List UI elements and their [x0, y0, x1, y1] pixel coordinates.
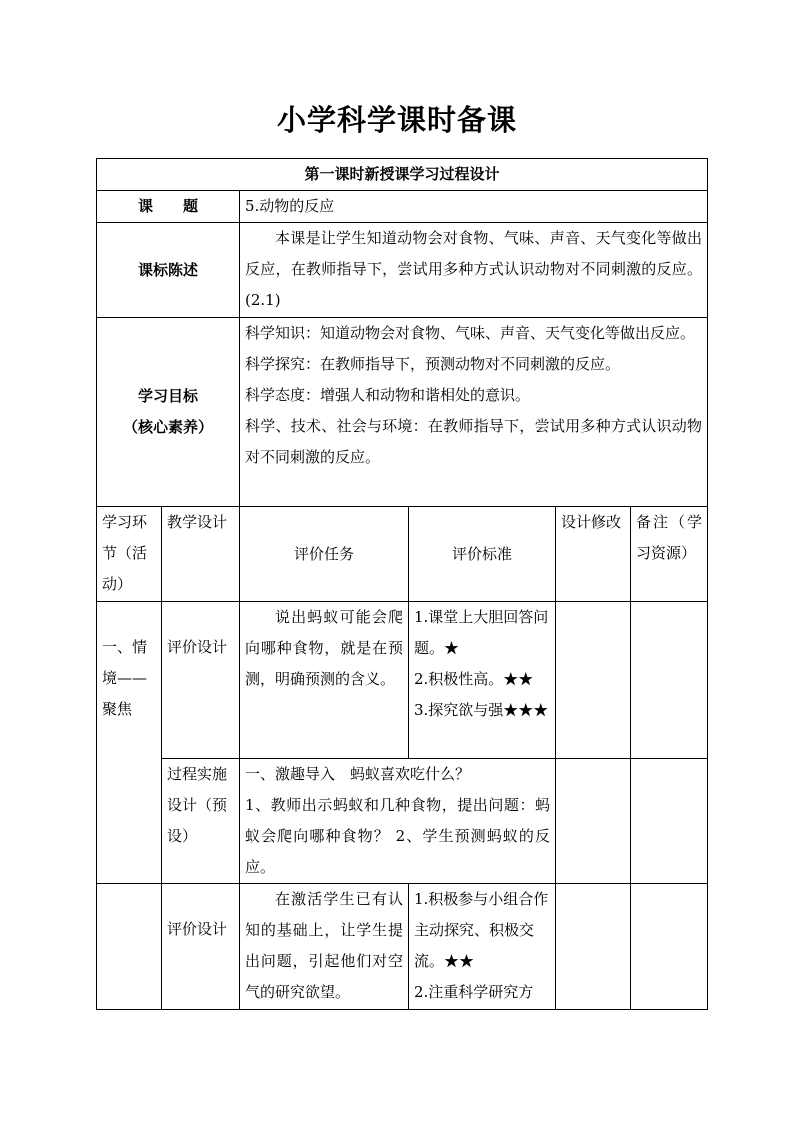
- process-line: 一、激趣导入 蚂蚁喜欢吃什么？: [245, 765, 471, 783]
- section-header: 第一课时新授课学习过程设计: [97, 159, 708, 191]
- topic-value: 5.动物的反应: [240, 191, 708, 223]
- stage1-eval-label-text: 评价设计: [167, 638, 228, 656]
- section-header-row: [97, 159, 708, 191]
- objective-item: 科学探究：在教师指导下，预测动物对不同刺激的反应。: [245, 355, 621, 373]
- objective-item: 科学态度：增强人和动物和谐相处的意识。: [245, 386, 531, 404]
- stage2-eval-label-text: 评价设计: [167, 920, 228, 938]
- stage1-eval-row: [97, 602, 708, 759]
- stage2-eval-label: [162, 884, 240, 1010]
- criteria-item: 2.积极性高。★★: [414, 670, 534, 688]
- objectives-row: [97, 318, 708, 507]
- topic-row: [97, 191, 708, 223]
- stage1-process-content: [240, 759, 556, 884]
- stage2-eval-row: [97, 884, 708, 1010]
- col-notes: 备注（学习资源）: [631, 507, 708, 602]
- col-design: 教学设计: [162, 507, 240, 602]
- stage1-notes-cell: [631, 602, 708, 759]
- objectives-label-line2: （核心素养）: [122, 418, 213, 436]
- stage1-criteria: [409, 602, 556, 759]
- standard-row: [97, 223, 708, 318]
- criteria-item: 1.课堂上大胆回答问题。★: [414, 608, 549, 657]
- objective-item: 科学、技术、社会与环境：在教师指导下，尝试用多种方式认识动物对不同刺激的反应。: [245, 417, 703, 466]
- stage1-eval-task: 说出蚂蚁可能会爬向哪种食物，就是在预测，明确预测的含义。: [240, 602, 409, 759]
- process-line: 1、教师出示蚂蚁和几种食物，提出问题：蚂蚁会爬向哪种食物？ 2、学生预测蚂蚁的反应。: [245, 796, 550, 876]
- stage2-criteria: [409, 884, 556, 1010]
- objectives-label-line1: 学习目标: [137, 387, 198, 405]
- lesson-plan-table: [96, 158, 708, 1010]
- document-title: 小学科学课时备课: [276, 103, 517, 137]
- stage1-eval-label: [162, 602, 240, 759]
- stage2-notes-cell: [631, 884, 708, 1010]
- stage1-process-notes-cell: [631, 759, 708, 884]
- stage1-revise-cell: [556, 602, 631, 759]
- standard-label: 课标陈述: [97, 223, 240, 318]
- col-criteria: 评价标准: [409, 507, 556, 602]
- stage1-process-revise-cell: [556, 759, 631, 884]
- column-header-row: [97, 507, 708, 602]
- objectives-content: [240, 318, 708, 507]
- standard-text: 本课是让学生知道动物会对食物、气味、声音、天气变化等做出反应，在教师指导下，尝试用多种方式认识动物对不同刺激的反应。(2.1): [240, 223, 708, 318]
- criteria-item: 2.注重科学研究方: [414, 983, 534, 1001]
- stage2-eval-task: 在激活学生已有认知的基础上，让学生提出问题，引起他们对空气的研究欲望。: [240, 884, 409, 1010]
- stage2-revise-cell: [556, 884, 631, 1010]
- col-stage: 学习环节（活动）: [97, 507, 162, 602]
- stage1-process-row: [97, 759, 708, 884]
- criteria-item: 3.探究欲与强★★★: [414, 701, 549, 719]
- objectives-label: [97, 318, 240, 507]
- stage1-name-text: 一、情境——聚焦: [102, 638, 148, 718]
- stage2-name: [97, 884, 162, 1010]
- col-revise: 设计修改: [556, 507, 631, 602]
- topic-label: 课 题: [97, 191, 240, 223]
- col-task: 评价任务: [240, 507, 409, 602]
- objective-item: 科学知识：知道动物会对食物、气味、声音、天气变化等做出反应。: [245, 324, 696, 342]
- stage1-process-label: 过程实施设计（预设）: [162, 759, 240, 884]
- stage1-name: [97, 602, 162, 884]
- criteria-item: 1.积极参与小组合作主动探究、积极交流。★★: [414, 890, 549, 970]
